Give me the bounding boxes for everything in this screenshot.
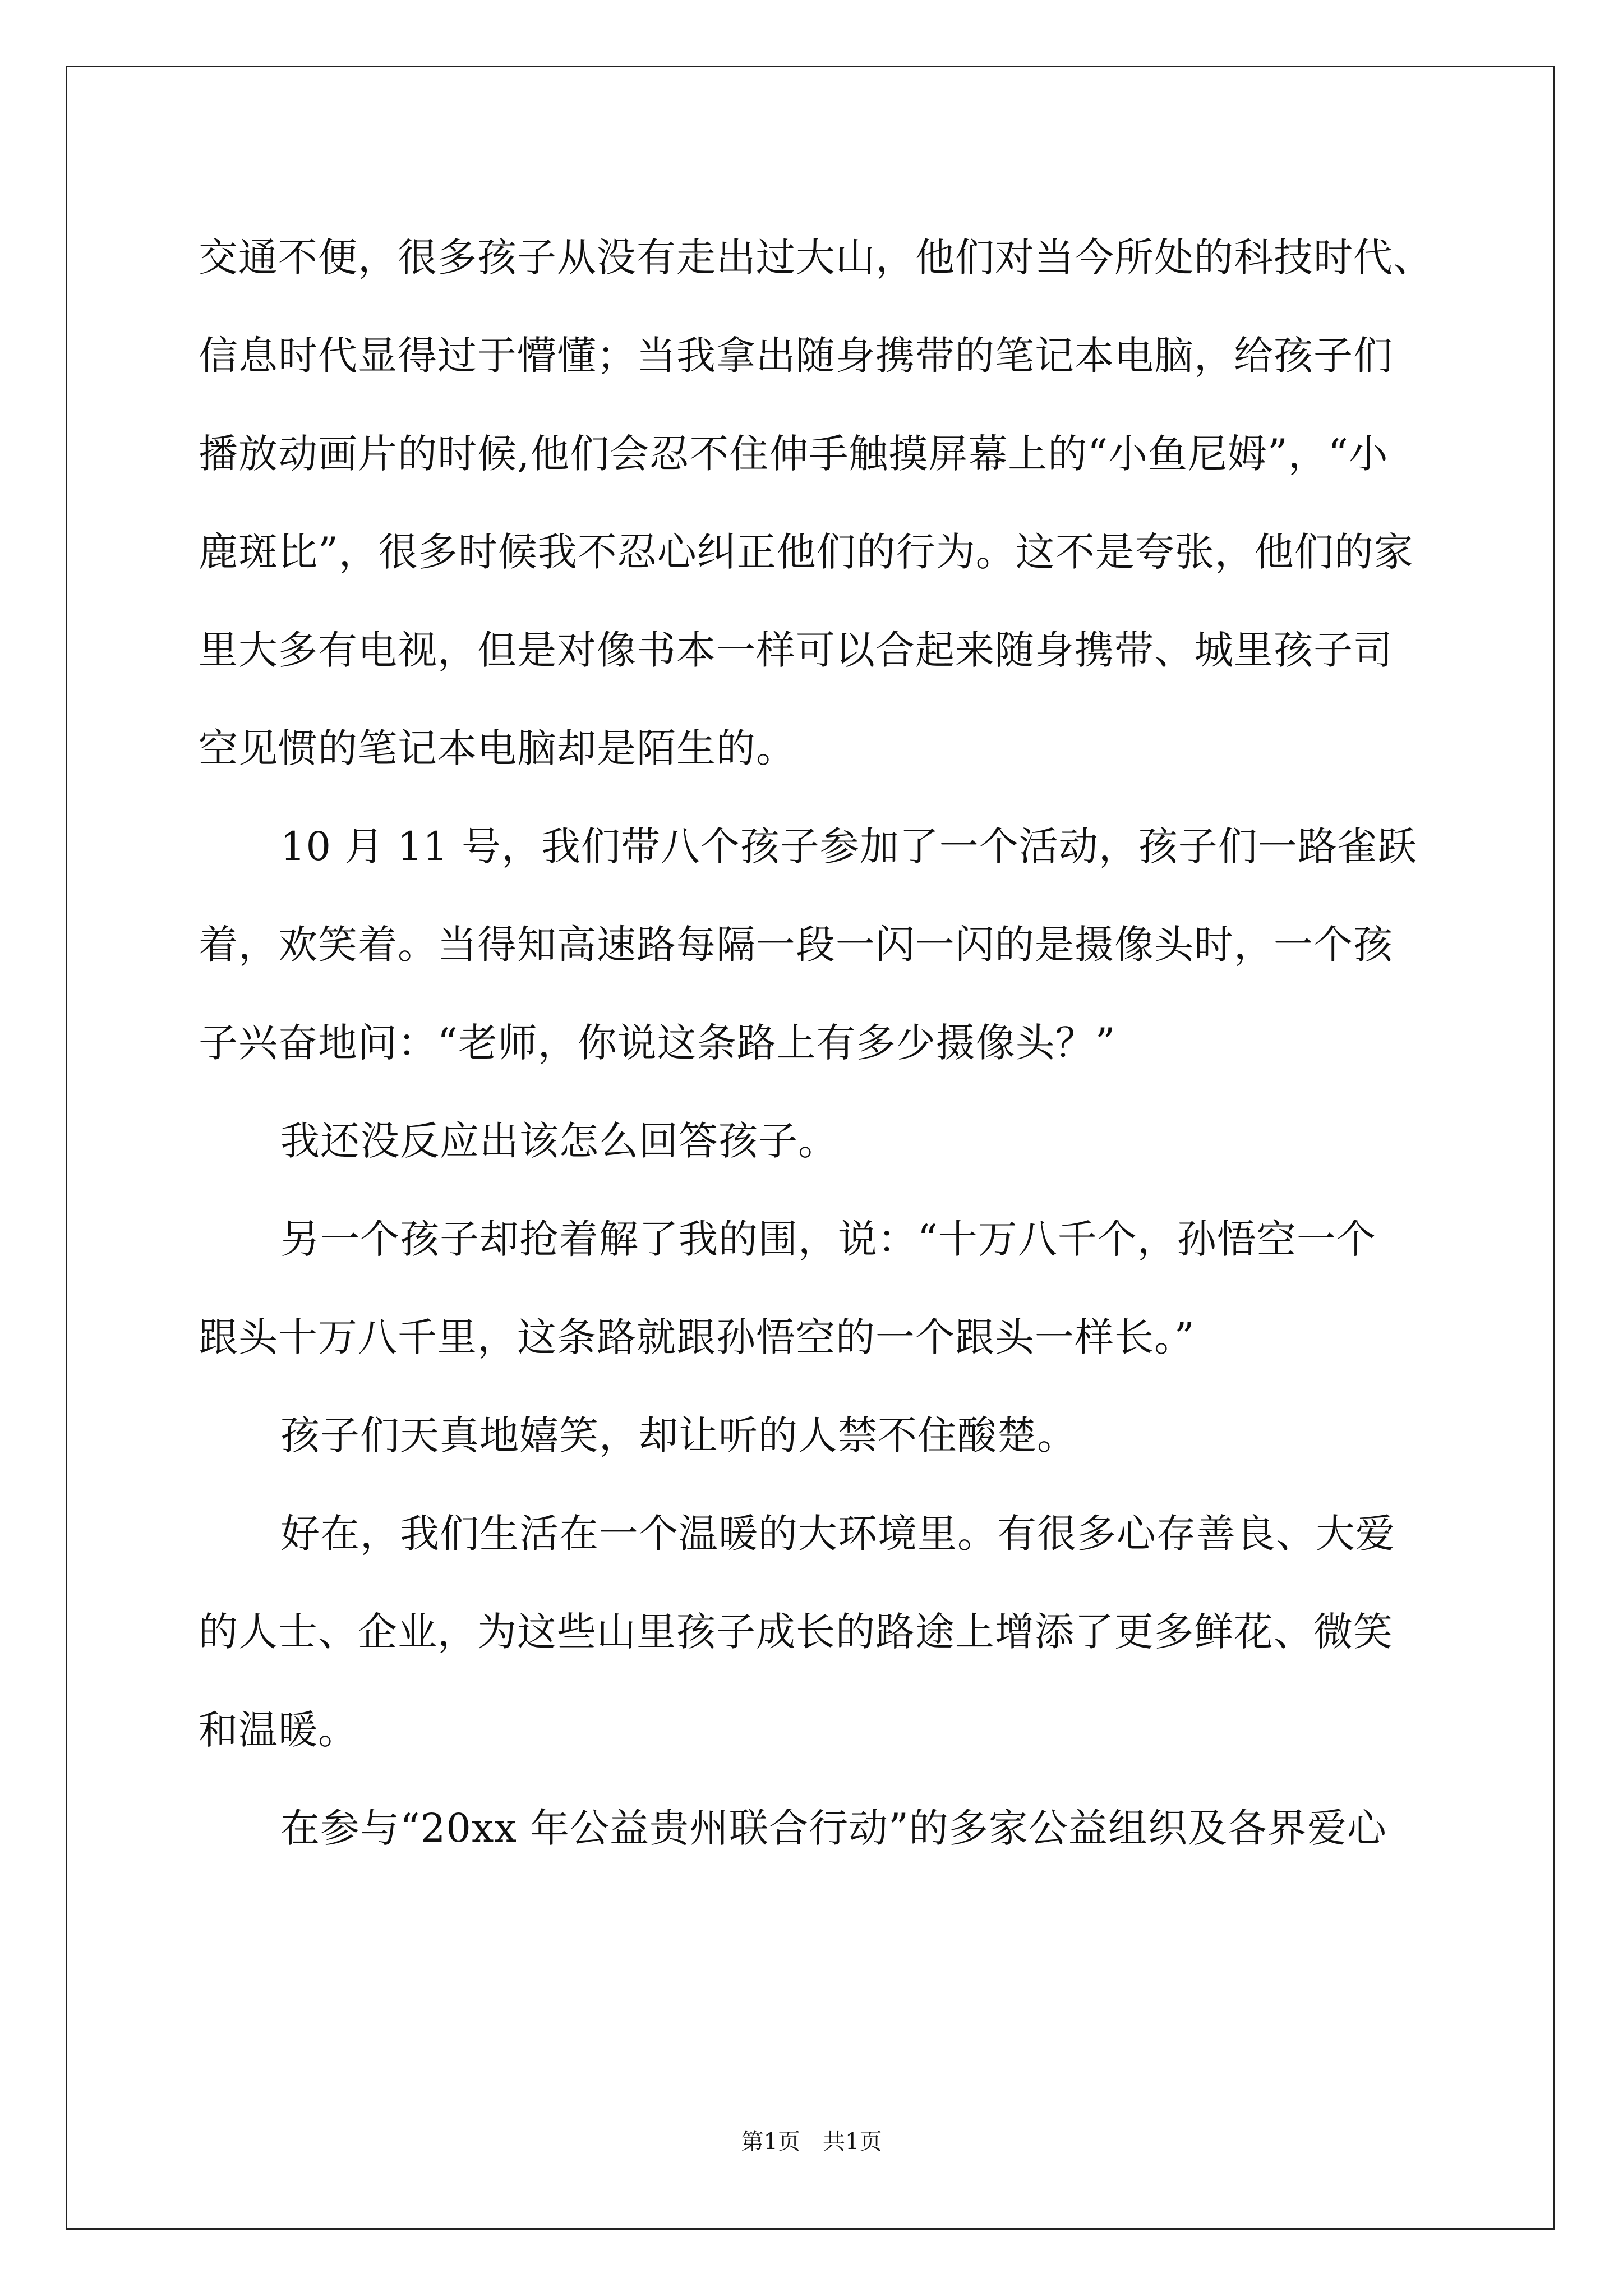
- text-line: 的人士、企业，为这些山里孩子成长的路途上增添了更多鲜花、微笑: [199, 1609, 1393, 1655]
- text-line: 着，欢笑着。当得知高速路每隔一段一闪一闪的是摄像头时，一个孩: [199, 922, 1393, 968]
- text-line: 里大多有电视，但是对像书本一样可以合起来随身携带、城里孩子司: [199, 627, 1393, 673]
- text-line: 信息时代显得过于懵懂；当我拿出随身携带的笔记本电脑，给孩子们: [199, 333, 1393, 379]
- paragraph-start-line: 在参与“20xx 年公益贵州联合行动”的多家公益组织及各界爱心: [280, 1805, 1387, 1851]
- paragraph-start-line: 孩子们天真地嬉笑，却让听的人禁不住酸楚。: [280, 1412, 1077, 1458]
- paragraph-start-line: 我还没反应出该怎么回答孩子。: [280, 1118, 838, 1164]
- paragraph-start-line: 10 月 11 号，我们带八个孩子参加了一个活动，孩子们一路雀跃: [280, 823, 1417, 869]
- text-line: 空见惯的笔记本电脑却是陌生的。: [199, 725, 796, 771]
- text-line: 跟头十万八千里，这条路就跟孙悟空的一个跟头一样长。”: [199, 1314, 1195, 1360]
- text-line: 和温暖。: [199, 1707, 358, 1753]
- document-body: [199, 209, 1432, 1878]
- paragraph-start-line: 另一个孩子却抢着解了我的围，说：“十万八千个，孙悟空一个: [280, 1216, 1376, 1262]
- text-line: 交通不便，很多孩子从没有走出过大山，他们对当今所处的科技时代、: [199, 234, 1433, 280]
- text-line: 子兴奋地问：“老师，你说这条路上有多少摄像头？”: [199, 1020, 1116, 1066]
- page-number-footer: 第1页 共1页: [741, 2129, 882, 2155]
- paragraph-start-line: 好在，我们生活在一个温暖的大环境里。有很多心存善良、大爱: [280, 1511, 1395, 1557]
- text-line: 播放动画片的时候,他们会忍不住伸手触摸屏幕上的“小鱼尼姆”，“小: [199, 431, 1389, 477]
- text-line: 鹿斑比”，很多时候我不忍心纠正他们的行为。这不是夸张，他们的家: [199, 529, 1414, 575]
